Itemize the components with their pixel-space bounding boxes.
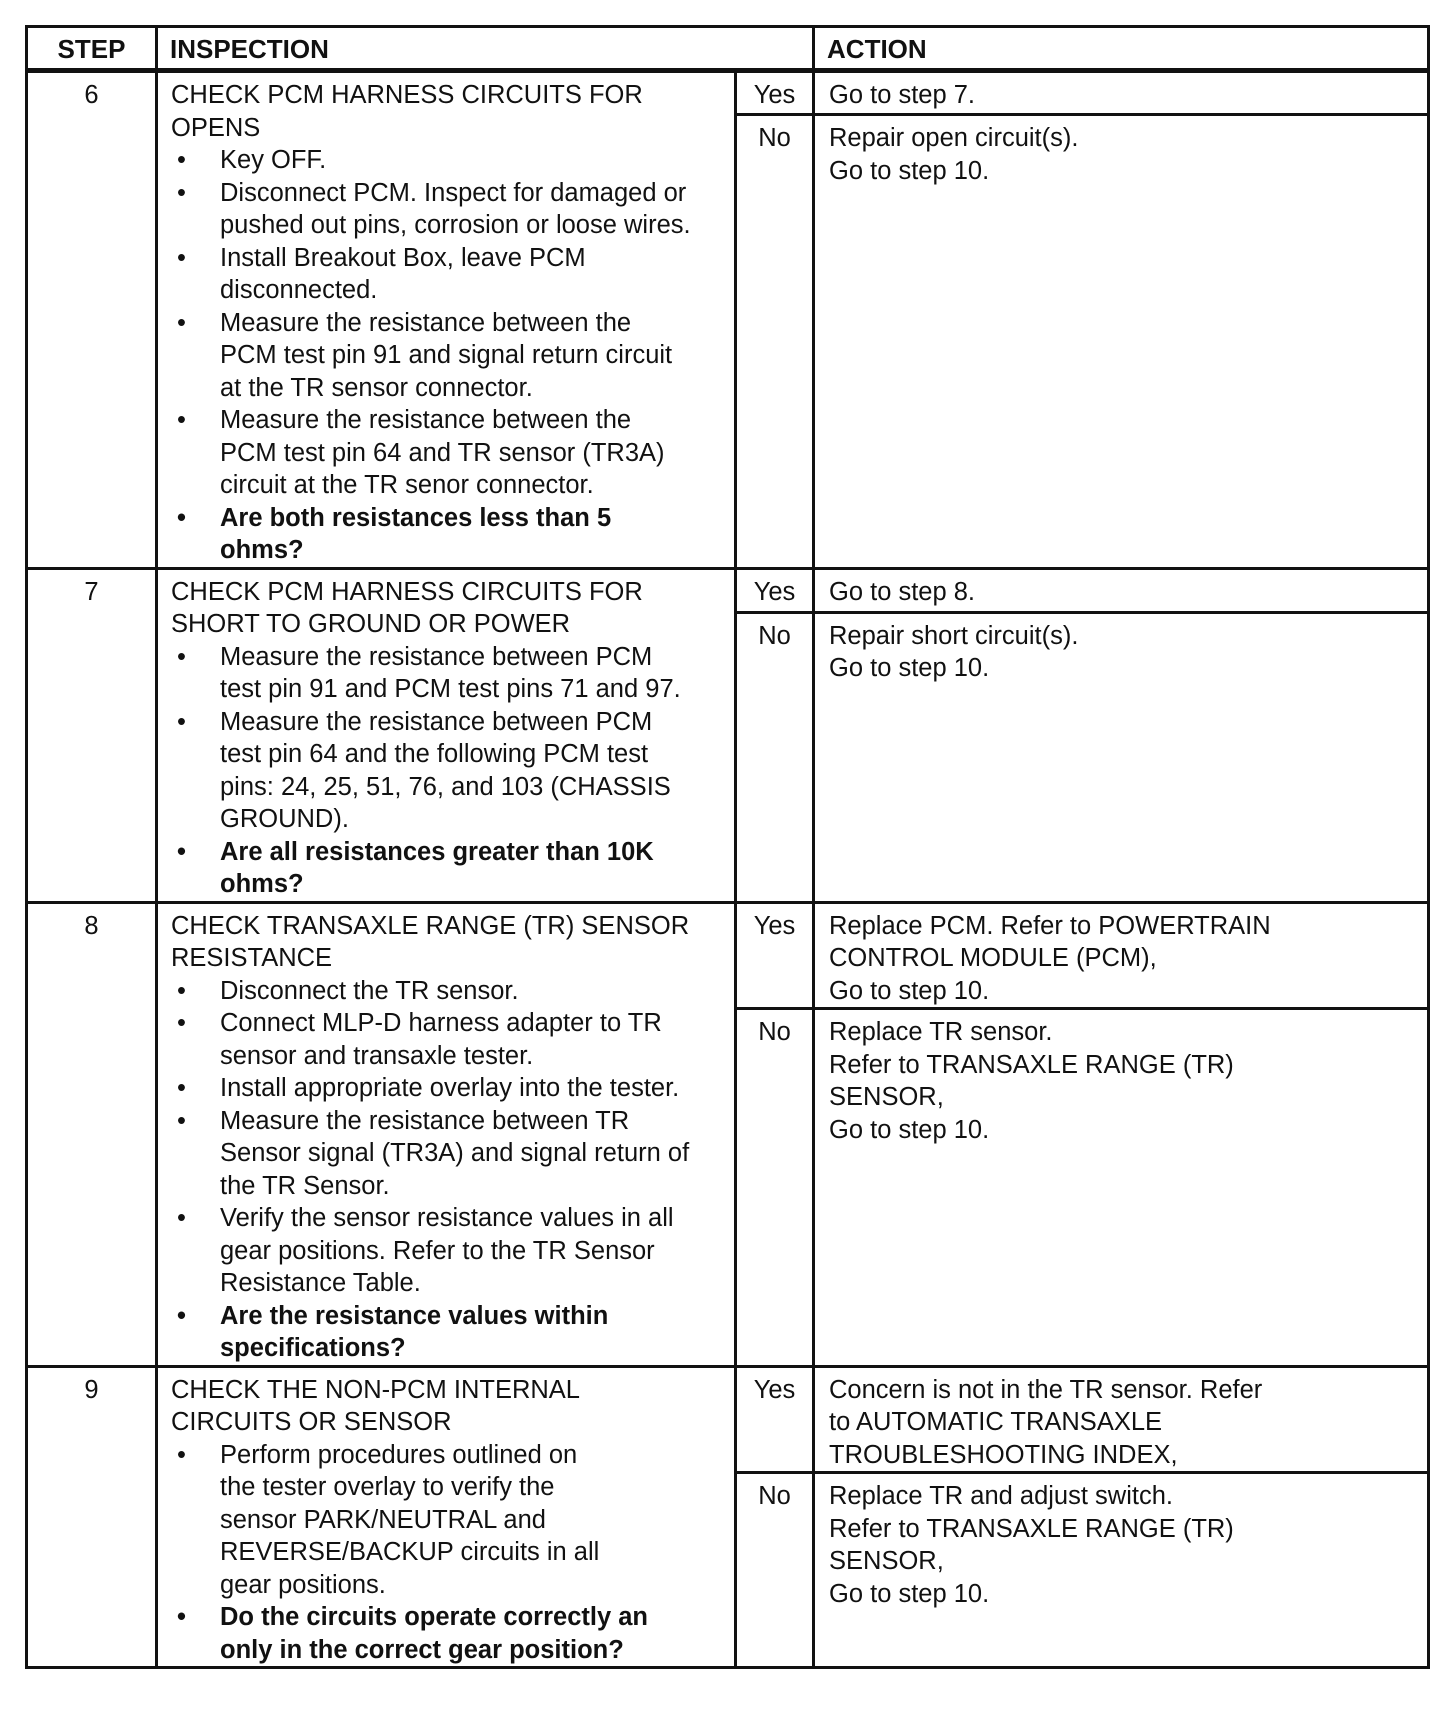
inspection-step-line: Measure the resistance between PCM (220, 707, 653, 736)
no-label: No (736, 1473, 814, 1668)
step-number: 9 (27, 1366, 157, 1668)
inspection-question (171, 1300, 726, 1365)
inspection-title-line: RESISTANCE (171, 944, 333, 972)
no-label: No (736, 612, 814, 902)
inspection-step-line: Disconnect the TR sensor. (220, 976, 519, 1005)
bullet-icon: • (177, 178, 186, 207)
inspection-steps (171, 1439, 726, 1667)
inspection-step-line: Install Breakout Box, leave PCM (220, 243, 586, 272)
bullet-icon: • (177, 1009, 186, 1037)
action-column-header: ACTION (814, 27, 1429, 71)
inspection-title-line: SHORT TO GROUND OR POWER (171, 610, 571, 638)
bullet-icon: • (177, 1603, 186, 1631)
inspection-question-line: Are all resistances greater than 10K (220, 837, 654, 866)
inspection-column-header: INSPECTION (157, 27, 814, 71)
inspection-question-line: Do the circuits operate correctly an (220, 1603, 648, 1631)
no-action-line: Replace TR and adjust switch. (829, 1482, 1173, 1510)
inspection-step-line: test pin 64 and the following PCM test (220, 740, 649, 768)
inspection-step-line: Resistance Table. (220, 1269, 421, 1297)
table-body (27, 71, 1429, 1668)
no-action-line: Refer to TRANSAXLE RANGE (TR) (829, 1050, 1234, 1079)
inspection-question-line: only in the correct gear position? (220, 1635, 624, 1664)
bullet-icon: • (177, 1074, 186, 1102)
inspection-step (171, 1105, 726, 1203)
bullet-icon: • (177, 243, 186, 272)
inspection-cell (157, 1366, 736, 1668)
step-number: 8 (27, 902, 157, 1366)
inspection-step-line: pins: 24, 25, 51, 76, and 103 (CHASSIS (220, 772, 671, 801)
inspection-step (171, 307, 726, 405)
inspection-title-line: CHECK TRANSAXLE RANGE (TR) SENSOR (171, 911, 690, 940)
step-row-yes (27, 568, 1429, 612)
inspection-step-line: Key OFF. (220, 146, 327, 174)
inspection-step (171, 404, 726, 502)
step-row-yes (27, 902, 1429, 1009)
inspection-step-line: Measure the resistance between the (220, 308, 632, 337)
inspection-step (171, 1072, 726, 1105)
inspection-step (171, 706, 726, 836)
inspection-step (171, 144, 726, 177)
bullet-icon: • (177, 503, 186, 532)
inspection-step-line: gear positions. (220, 1570, 386, 1599)
inspection-title (171, 79, 726, 144)
no-label: No (736, 115, 814, 569)
inspection-step (171, 1007, 726, 1072)
inspection-step-line: Measure the resistance between the (220, 406, 632, 434)
step-row-yes (27, 71, 1429, 115)
inspection-title (171, 1374, 726, 1439)
inspection-step (171, 975, 726, 1008)
yes-action-line: to AUTOMATIC TRANSAXLE (829, 1408, 1163, 1436)
yes-label: Yes (736, 71, 814, 115)
no-action (814, 1473, 1429, 1668)
no-action-line: Go to step 10. (829, 1579, 990, 1608)
no-action-line: Replace TR sensor. (829, 1018, 1053, 1046)
inspection-step (171, 1439, 726, 1602)
inspection-step-line: Connect MLP-D harness adapter to TR (220, 1009, 662, 1037)
inspection-step-line: Disconnect PCM. Inspect for damaged or (220, 178, 687, 207)
inspection-title-line: CHECK PCM HARNESS CIRCUITS FOR (171, 81, 643, 109)
yes-action (814, 71, 1429, 115)
no-action-line: Go to step 10. (829, 156, 990, 185)
yes-label: Yes (736, 902, 814, 1009)
bullet-icon: • (177, 1440, 186, 1469)
yes-action (814, 568, 1429, 612)
inspection-question-line: Are both resistances less than 5 (220, 503, 612, 532)
bullet-icon: • (177, 1204, 186, 1232)
yes-action-line: Go to step 7. (829, 81, 976, 109)
no-action-line: Repair open circuit(s). (829, 124, 1079, 152)
inspection-step-line: gear positions. Refer to the TR Sensor (220, 1236, 655, 1265)
no-action-line: Refer to TRANSAXLE RANGE (TR) (829, 1514, 1234, 1543)
step-number: 6 (27, 71, 157, 569)
diagnostic-table (25, 25, 1430, 1669)
inspection-title (171, 910, 726, 975)
inspection-step (171, 177, 726, 242)
yes-action-line: Go to step 10. (829, 976, 990, 1005)
inspection-title (171, 576, 726, 641)
no-action-line: SENSOR, (829, 1547, 944, 1575)
no-action (814, 1009, 1429, 1367)
inspection-title-line: CHECK PCM HARNESS CIRCUITS FOR (171, 577, 643, 606)
inspection-question-line: specifications? (220, 1334, 406, 1362)
inspection-step (171, 1202, 726, 1300)
inspection-step-line: Sensor signal (TR3A) and signal return of (220, 1139, 690, 1167)
inspection-step-line: sensor PARK/NEUTRAL and (220, 1505, 546, 1534)
inspection-step-line: PCM test pin 91 and signal return circuit (220, 341, 673, 369)
step-row-yes (27, 1366, 1429, 1473)
inspection-title-line: OPENS (171, 113, 261, 142)
inspection-question-line: Are the resistance values within (220, 1301, 609, 1330)
yes-action-line: Concern is not in the TR sensor. Refer (829, 1375, 1263, 1404)
bullet-icon: • (177, 146, 186, 174)
bullet-icon: • (177, 1301, 186, 1330)
inspection-step-line: GROUND). (220, 805, 349, 833)
step-column-header: STEP (27, 27, 157, 71)
yes-label: Yes (736, 1366, 814, 1473)
bullet-icon: • (177, 308, 186, 337)
yes-action-line: Go to step 8. (829, 577, 976, 606)
inspection-step-line: Install appropriate overlay into the tester. (220, 1074, 680, 1102)
yes-action-line: CONTROL MODULE (PCM), (829, 944, 1157, 972)
yes-action-line: TROUBLESHOOTING INDEX, (829, 1440, 1178, 1469)
no-action-line: Go to step 10. (829, 654, 990, 682)
inspection-title-line: CIRCUITS OR SENSOR (171, 1408, 452, 1436)
no-action (814, 115, 1429, 569)
inspection-title-line: CHECK THE NON-PCM INTERNAL (171, 1375, 580, 1404)
inspection-question (171, 836, 726, 901)
no-label: No (736, 1009, 814, 1367)
inspection-question (171, 1601, 726, 1666)
bullet-icon: • (177, 837, 186, 866)
inspection-step-line: the TR Sensor. (220, 1171, 390, 1200)
bullet-icon: • (177, 1106, 186, 1135)
bullet-icon: • (177, 707, 186, 736)
inspection-question-line: ohms? (220, 870, 304, 898)
inspection-step-line: sensor and transaxle tester. (220, 1041, 534, 1070)
yes-label: Yes (736, 568, 814, 612)
inspection-cell (157, 71, 736, 569)
inspection-step-line: Measure the resistance between PCM (220, 642, 653, 671)
no-action-line: Go to step 10. (829, 1115, 990, 1144)
inspection-step-line: PCM test pin 64 and TR sensor (TR3A) (220, 438, 665, 467)
inspection-step-line: test pin 91 and PCM test pins 71 and 97. (220, 675, 681, 703)
inspection-cell (157, 902, 736, 1366)
inspection-step-line: circuit at the TR senor connector. (220, 471, 594, 499)
table-header-row (27, 27, 1429, 71)
no-action-line: SENSOR, (829, 1083, 944, 1111)
yes-action-line: Replace PCM. Refer to POWERTRAIN (829, 911, 1271, 940)
bullet-icon: • (177, 976, 186, 1005)
inspection-step-line: Verify the sensor resistance values in all (220, 1204, 674, 1232)
no-action (814, 612, 1429, 902)
inspection-step-line: Measure the resistance between TR (220, 1106, 630, 1135)
no-action-line: Repair short circuit(s). (829, 621, 1079, 650)
step-number: 7 (27, 568, 157, 902)
inspection-step (171, 641, 726, 706)
inspection-step-line: pushed out pins, corrosion or loose wires. (220, 211, 691, 239)
inspection-steps (171, 975, 726, 1365)
inspection-step-line: REVERSE/BACKUP circuits in all (220, 1538, 600, 1566)
yes-action (814, 1366, 1429, 1473)
bullet-icon: • (177, 642, 186, 671)
inspection-step-line: Perform procedures outlined on (220, 1440, 578, 1469)
inspection-step-line: disconnected. (220, 276, 378, 304)
inspection-steps (171, 641, 726, 901)
inspection-question (171, 502, 726, 567)
inspection-cell (157, 568, 736, 902)
bullet-icon: • (177, 406, 186, 434)
inspection-steps (171, 144, 726, 567)
inspection-question-line: ohms? (220, 536, 304, 564)
inspection-step (171, 242, 726, 307)
inspection-step-line: the tester overlay to verify the (220, 1473, 555, 1501)
inspection-step-line: at the TR sensor connector. (220, 373, 533, 402)
yes-action (814, 902, 1429, 1009)
